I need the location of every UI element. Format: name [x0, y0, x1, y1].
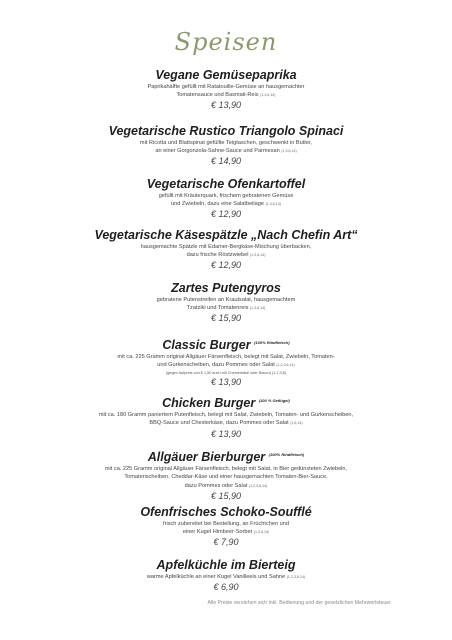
allergen-codes: (1,2,3,6,14) — [276, 363, 295, 368]
description-line: und Zwiebeln, dazu eine Salatbeilage — [171, 201, 265, 208]
dish-price: € 13,90 — [210, 100, 242, 111]
dish-description — [0, 520, 452, 536]
dish-description — [0, 83, 452, 99]
dish-description — [0, 411, 452, 427]
dish-description — [0, 192, 452, 208]
description-line: einer Kugel Himbeer-Sorbet — [182, 529, 253, 536]
dish-price: € 12,90 — [210, 260, 242, 271]
dish-name: Apfelküchle im Bierteig — [156, 558, 296, 572]
description-line: Tomatenscheiben, Cheddar-Käse und einer hausgemachten Tomaten-Bier-Sauce, — [124, 474, 328, 481]
description-line: mit ca. 180 Gramm paniertem Putenfleisch, belegt mit Salat, Zwiebeln, Tomaten- und Gurkenscheiben, — [98, 412, 354, 419]
menu-item — [0, 505, 452, 548]
dish-meat-tag: (100 % Geflügel) — [258, 398, 290, 403]
description-line: mit ca. 225 Gramm original Allgäuer Färsenfleisch, belegt mit Salat, in Bier gedünsteten Zwiebeln, — [104, 466, 348, 473]
description-line: gebratene Putenstreifen an Krautsalat, hausgemachtem — [156, 297, 296, 303]
dish-name — [0, 447, 452, 465]
dish-description — [0, 353, 452, 369]
allergen-codes: (1,3,6,14) — [260, 93, 276, 98]
allergen-codes: (1,3,6,14) — [281, 149, 297, 154]
allergen-codes: (1,3,6,14) — [249, 306, 266, 311]
dish-price: € 15,90 — [210, 490, 242, 501]
dish-description — [0, 465, 452, 490]
page-title: Speisen — [174, 28, 278, 56]
allergen-codes: (1,3,6,14) — [250, 253, 266, 258]
allergen-codes: (1,3,6,14) — [265, 202, 281, 207]
menu-item — [0, 177, 452, 220]
description-line: und Gurkenscheiben, dazu Pommes oder Salat — [157, 362, 275, 369]
dish-price: € 12,90 — [210, 209, 242, 220]
dish-name: Ofenfrisches Schoko-Soufflé — [140, 505, 312, 519]
allergen-codes: (1,6,14) — [290, 421, 303, 426]
dish-description — [0, 139, 452, 155]
dish-name-text: Classic Burger — [162, 338, 251, 353]
allergen-codes: (1,3,6,14) — [253, 530, 270, 535]
description-line: an einer Gorgonzola-Sahne-Sauce und Parmesan — [155, 148, 280, 155]
dish-name: Vegetarische Rustico Triangolo Spinaci — [108, 124, 344, 138]
dish-price: € 13,90 — [210, 376, 242, 387]
menu-item — [0, 393, 452, 440]
description-line: frisch zubereitet bei Bestellung, an Früchtchen und — [163, 521, 289, 527]
dish-name-text: Chicken Burger — [162, 396, 256, 411]
dish-price: € 7,90 — [213, 537, 239, 548]
dish-name — [0, 335, 452, 353]
dish-price: € 14,90 — [210, 156, 242, 167]
description-line: BBQ-Sauce und Chesterkäse, dazu Pommes oder Salat — [149, 420, 289, 427]
description-line: dazu Pommes oder Salat — [184, 482, 248, 489]
menu-item — [0, 447, 452, 502]
surcharge-note: (gegen Aufpreis von € 1,50 auch mit Chesterkäse oder Bacon) (1,2,3,8) — [165, 370, 287, 375]
allergen-codes: (1,2,3,6,14) — [286, 575, 306, 579]
dish-description — [0, 573, 452, 581]
dish-meat-tag: (100% Rindfleisch) — [268, 452, 305, 457]
menu-item — [0, 558, 452, 593]
dish-name: Vegane Gemüsepaprika — [155, 68, 297, 82]
dish-meat-tag: (100% Rindfleisch) — [254, 340, 290, 345]
dish-description — [0, 296, 452, 312]
dish-name: Zartes Putengyros — [171, 281, 281, 295]
menu-item — [0, 68, 452, 111]
dish-name-text: Allgäuer Bierburger — [147, 450, 266, 465]
footer-note: Alle Preise verstehen sich inkl. Bedienung und der gesetzlichen Mehrwertsteuer. — [207, 600, 392, 606]
dish-price: € 6,90 — [213, 582, 239, 593]
description-line: mit Ricotta und Blattspinat gefüllte Teigtaschen, geschwenkt in Butter, — [139, 140, 313, 146]
dish-name — [0, 393, 452, 411]
description-line: gefüllt mit Kräuterquark, frischem gebratenen Gemüse — [158, 193, 294, 199]
allergen-codes: (1,2,3,6,14) — [248, 483, 268, 488]
description-line: dazu frische Röstzwiebel — [186, 252, 249, 259]
dish-description — [0, 243, 452, 259]
description-line: mit ca. 225 Gramm original Allgäuer Färsenfleisch, belegt mit Salat, Zwiebeln, Tomaten- — [117, 354, 335, 361]
description-line: hausgemachte Spätzle mit Edamer-Bergkäse-Mischung überbacken, — [140, 244, 312, 250]
menu-item — [0, 281, 452, 324]
description-line: Tzatziki und Tomatenreis — [186, 305, 249, 312]
dish-name: Vegetarische Ofenkartoffel — [146, 177, 306, 191]
description-line: warme Apfelküchle an einer Kugel Vanilleeis und Sahne — [146, 574, 286, 580]
menu-item — [0, 124, 452, 167]
dish-price: € 15,90 — [210, 313, 242, 324]
dish-name: Vegetarische Käsespätzle „Nach Chefin Art“ — [94, 228, 358, 242]
dish-price: € 13,90 — [210, 428, 242, 439]
menu-item — [0, 335, 452, 388]
description-line: Tomatensauce und Basmati-Reis — [176, 92, 259, 99]
description-line: Paprikahälfte gefüllt mit Ratatouille-Gemüse an hausgemachter — [147, 84, 305, 90]
menu-item — [0, 228, 452, 271]
